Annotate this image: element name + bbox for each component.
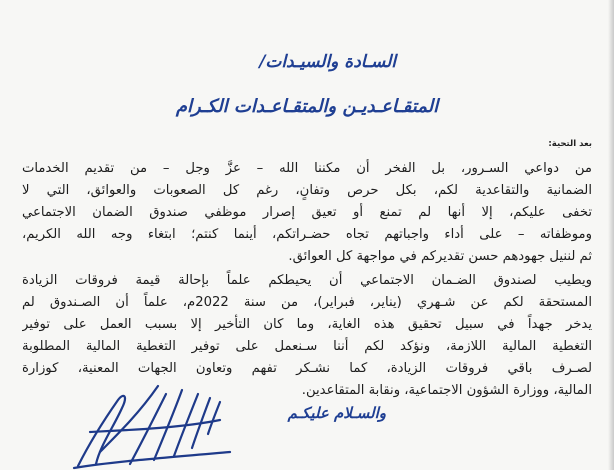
text-line: الضمانية والتقاعدية لكم، بكل حرص وتفانٍ، رغم كل الصعوبات والعوائق، التي لا <box>22 183 592 198</box>
greeting: بعد التحية: <box>548 139 592 149</box>
text-line: من دواعي السـرور، بل الفخر أن مكننا الله – عزَّ وجل – من تقديم الخدمات <box>22 161 592 176</box>
text-line: لصـرف باقي فروقات الزيادة، كما نشـكر تفهم وتعاون الجهات المعنية، كوزارة <box>22 361 592 376</box>
letter-heading: المتقـاعـديـن والمتقـاعـدات الكـرام <box>175 96 439 117</box>
text-line: ويطيب لصندوق الضـمان الاجتماعي أن يحيطكم علماً بإحالة قيمة فروقات الزيادة <box>22 273 592 288</box>
text-line: وموظفاته – على أداء واجباتهم تجاه حضـراتكم، أينما كنتم؛ ابتغاء وجه الله الكريم، <box>22 227 592 242</box>
salutation: السـادة والسيـدات/ <box>259 52 396 72</box>
page-edge-shadow <box>608 0 614 470</box>
text-line: يدخر جهداً في سبيل تحقيق هذه الغاية، وما كان التأخير إلا بسبب العمل على توفير <box>22 317 592 332</box>
text-line: ثم لننيل جهودهم حسن تقديركم في مواجهة كل العوائق. <box>288 249 592 264</box>
paragraph-1 <box>22 158 592 268</box>
text-line: تخفى عليكم، إلا أنها لم تمنع أو تعيق إصرار موظفي صندوق الضمان الاجتماعي <box>22 205 592 220</box>
closing-line: والسـلام عليكـم <box>287 404 386 422</box>
text-line: المالية، ووزارة الشؤون الاجتماعية، ونقابة المتقاعدين. <box>301 383 592 398</box>
text-line: المستحقة لكم عن شـهري (يناير، فبراير)، من سنة 2022م، علماً أن الصـندوق لم <box>22 295 592 310</box>
text-line: التغطية المالية اللازمة، ونؤكد لكم أننا سـنعمل على توفير التغطية المالية المطلوبة <box>22 339 592 354</box>
handwritten-signature <box>70 372 300 470</box>
